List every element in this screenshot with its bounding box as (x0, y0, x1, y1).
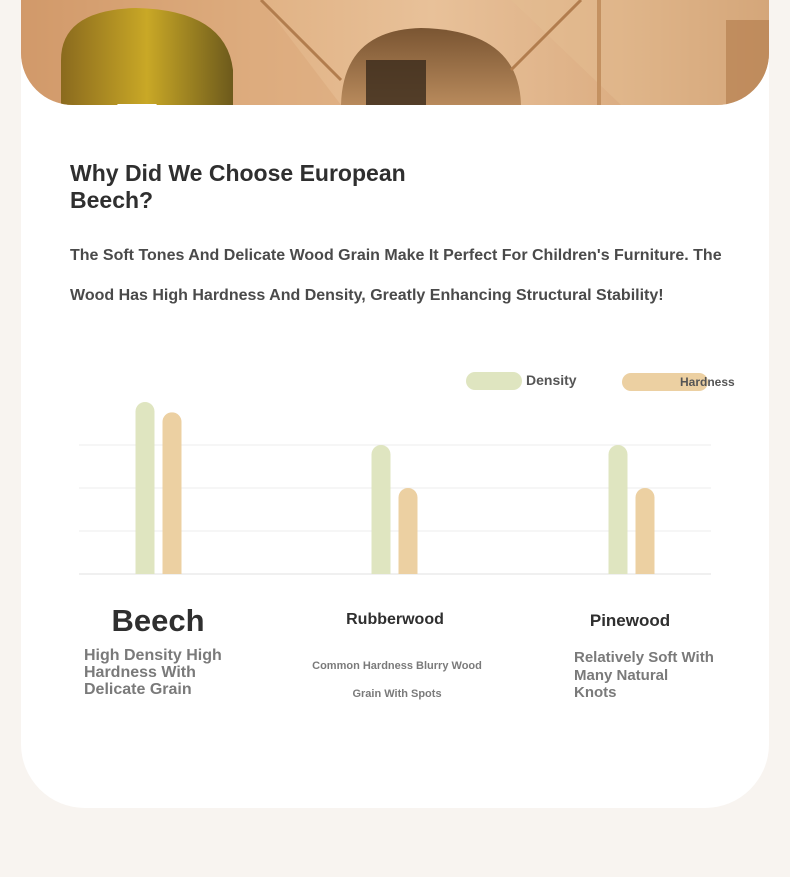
content-card (21, 0, 769, 808)
hero-notch (117, 104, 157, 128)
category-desc-rubberwood: Common Hardness Blurry Wood Grain With Spots (312, 660, 482, 700)
category-label-beech: Beech (111, 603, 205, 638)
bar-hardness-pinewood (636, 488, 655, 574)
bar-hardness-beech (163, 412, 182, 574)
bar-density-beech (136, 402, 155, 574)
page-description: The Soft Tones And Delicate Wood Grain Make It Perfect For Children's Furniture. The Wood Has High Hardness And Density, Greatly Enhancing Structural Stability! (70, 247, 722, 304)
bar-density-rubberwood (372, 445, 391, 574)
bar-hardness-rubberwood (399, 488, 418, 574)
category-desc-beech: High Density High Hardness With Delicate Grain (84, 647, 222, 698)
legend-hardness-label: Hardness (680, 375, 735, 389)
page-title: Why Did We Choose European Beech? (70, 160, 406, 213)
category-label-pinewood: Pinewood (589, 611, 671, 630)
category-desc-pinewood: Relatively Soft With Many Natural Knots (574, 649, 714, 701)
legend-density-label: Density (526, 372, 577, 388)
legend-density-swatch (466, 372, 522, 390)
bar-density-pinewood (609, 445, 628, 574)
category-label-rubberwood: Rubberwood (346, 611, 444, 628)
